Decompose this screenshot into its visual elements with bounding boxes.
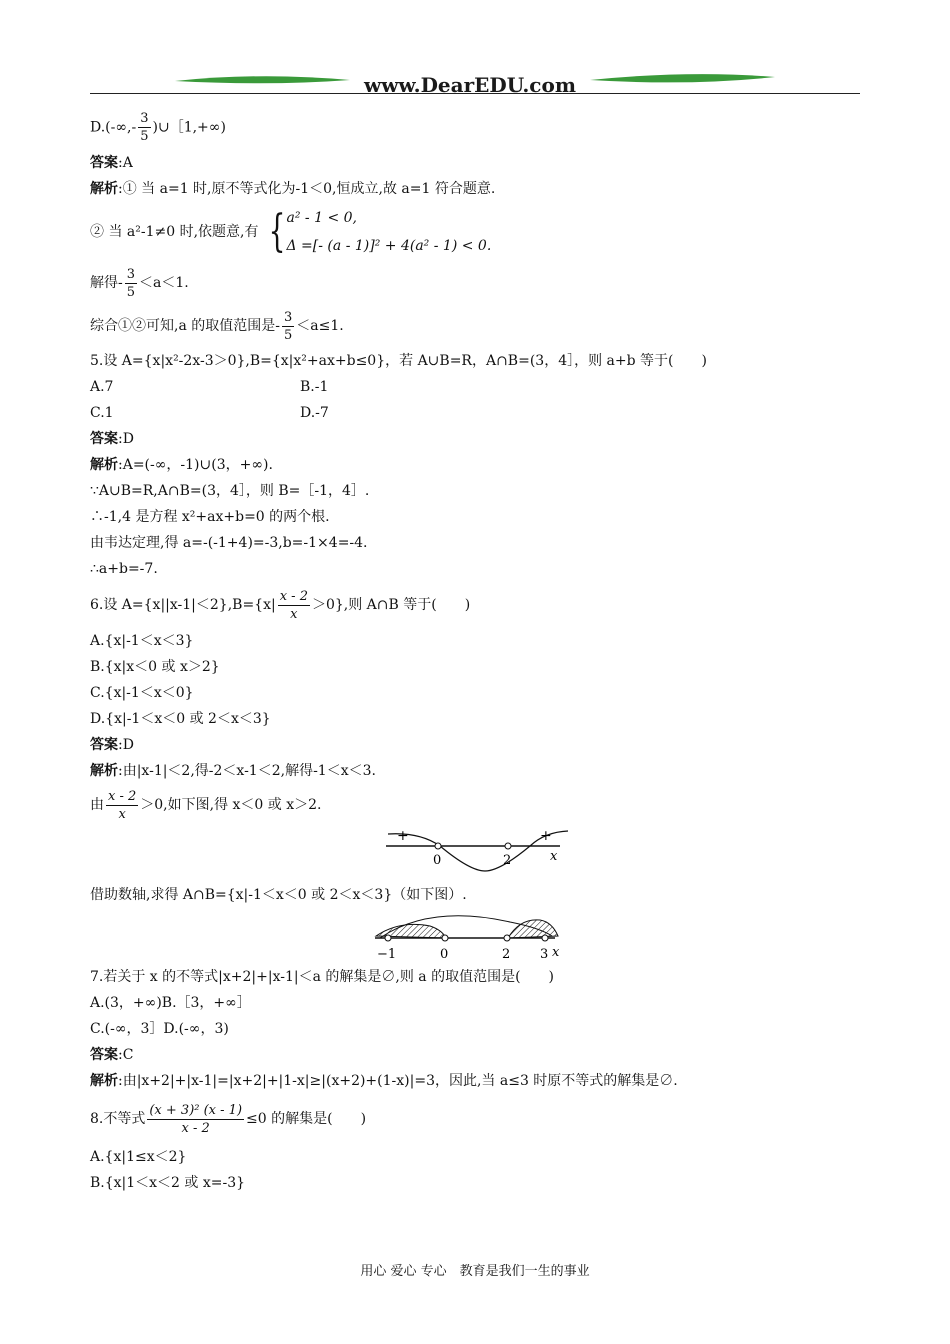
open-point-0 bbox=[435, 843, 441, 849]
open-point-2 bbox=[505, 843, 511, 849]
equation-system: { a² - 1 < 0, Δ =[- (a - 1)]² + 4(a² - 1) < 0. bbox=[268, 206, 492, 257]
answer-line: 答案:D bbox=[90, 431, 134, 447]
analysis-line: ∴-1,4 是方程 x²+ax+b=0 的两个根. bbox=[90, 509, 330, 525]
tick-label-2: 2 bbox=[503, 853, 512, 868]
answer-line: 答案:D bbox=[90, 737, 134, 753]
header-rule bbox=[90, 93, 860, 94]
q7-options-ab: A.(3，+∞)B.［3，+∞］ bbox=[90, 995, 251, 1011]
analysis-line: 由 $\frac{x - 2}{x}$ ＞0,如下图,得 x＜0 或 x＞2. bbox=[90, 788, 322, 822]
footer-motto: 用心 爱心 专心 教育是我们一生的事业 bbox=[360, 1264, 590, 1279]
summary-line: 综合①②可知,a 的取值范围是- $\frac{3}{5}$ ＜a≤1. bbox=[90, 309, 344, 343]
tick-label-3: 3 bbox=[540, 947, 549, 962]
tick-label-2: 2 bbox=[502, 947, 511, 962]
question-6: 6.设 A={x||x-1|＜2},B={x| $\frac{x - 2}{x}$ ＞0},则 A∩B 等于( ) bbox=[90, 588, 471, 622]
analysis-line: 由韦达定理,得 a=-(-1+4)=-3,b=-1×4=-4. bbox=[90, 535, 368, 551]
plus-sign-left: + bbox=[397, 828, 409, 844]
q8-option-a: A.{x|1≤x＜2} bbox=[90, 1149, 187, 1165]
axis-label-x: x bbox=[552, 945, 560, 960]
tick-label-0: 0 bbox=[433, 853, 442, 868]
analysis-line: ∴a+b=-7. bbox=[90, 561, 158, 577]
question-8: 8.不等式 $\frac{\text{(x + 3)² (x - 1)}}{x - 2}$ ≤0 的解集是( ) bbox=[90, 1102, 367, 1136]
q6-option-d: D.{x|-1＜x＜0 或 2＜x＜3} bbox=[90, 711, 271, 727]
analysis-line: ∵A∪B=R,A∩B=(3，4］，则 B=［-1，4］. bbox=[90, 483, 370, 499]
q6-option-c: C.{x|-1＜x＜0} bbox=[90, 685, 194, 701]
analysis-line: 解析:由|x-1|＜2,得-2＜x-1＜2,解得-1＜x＜3. bbox=[90, 763, 376, 779]
open-point-0 bbox=[442, 935, 448, 941]
answer-line: 答案:A bbox=[90, 155, 133, 171]
answer-line: 答案:C bbox=[90, 1047, 134, 1063]
document-body bbox=[90, 110, 850, 1196]
option-d-line: D.(-∞,- $\frac{3}{5}$ )∪［1,+∞) bbox=[90, 111, 226, 144]
q5-options-ab: A.7 B.-1 bbox=[90, 379, 329, 395]
sign-curve-figure bbox=[90, 826, 850, 882]
fraction: $\frac{3}{5}$ bbox=[140, 111, 149, 144]
page-footer bbox=[0, 1260, 950, 1279]
plus-sign-right: + bbox=[540, 828, 552, 844]
analysis-line: 借助数轴,求得 A∩B={x|-1＜x＜0 或 2＜x＜3}（如下图）. bbox=[90, 887, 467, 903]
q6-option-b: B.{x|x＜0 或 x＞2} bbox=[90, 659, 220, 675]
tick-label-minus1: −1 bbox=[377, 947, 397, 962]
case2-line: ② 当 a²-1≠0 时,依题意,有 { a² - 1 < 0, Δ =[- (a - 1)]² + 4(a² - 1) < 0. bbox=[90, 206, 492, 257]
header-swoosh-graphic bbox=[0, 60, 950, 100]
number-line-figure bbox=[90, 908, 850, 964]
q5-options-cd: C.1 D.-7 bbox=[90, 405, 329, 421]
analysis-line: 解析:由|x+2|+|x-1|=|x+2|+|1-x|≥|(x+2)+(1-x)|=3，因此,当 a≤3 时原不等式的解集是∅. bbox=[90, 1073, 678, 1089]
hatched-region-right bbox=[508, 920, 558, 938]
analysis-line: 解析:A=(-∞，-1)∪(3，+∞). bbox=[90, 457, 273, 473]
tick-label-0: 0 bbox=[440, 947, 449, 962]
analysis-line: 解析:① 当 a=1 时,原不等式化为-1＜0,恒成立,故 a=1 符合题意. bbox=[90, 181, 496, 197]
site-logo-text: www.DearEDU.com bbox=[363, 73, 577, 97]
open-point-3 bbox=[542, 935, 548, 941]
question-5: 5.设 A={x|x²-2x-3＞0},B={x|x²+ax+b≤0}，若 A∪B=R，A∩B=(3，4］，则 a+b 等于( ) bbox=[90, 353, 707, 369]
q8-option-b: B.{x|1＜x＜2 或 x=-3} bbox=[90, 1175, 246, 1191]
question-7: 7.若关于 x 的不等式|x+2|+|x-1|＜a 的解集是∅,则 a 的取值范围是( ) bbox=[90, 969, 554, 985]
q7-options-cd: C.(-∞，3］D.(-∞，3) bbox=[90, 1021, 229, 1037]
q6-option-a: A.{x|-1＜x＜3} bbox=[90, 633, 194, 649]
open-point-minus1 bbox=[385, 935, 391, 941]
header-banner bbox=[0, 60, 950, 100]
solution-line: 解得- $\frac{3}{5}$ ＜a＜1. bbox=[90, 266, 189, 300]
open-point-2 bbox=[504, 935, 510, 941]
axis-label-x: x bbox=[550, 849, 558, 864]
